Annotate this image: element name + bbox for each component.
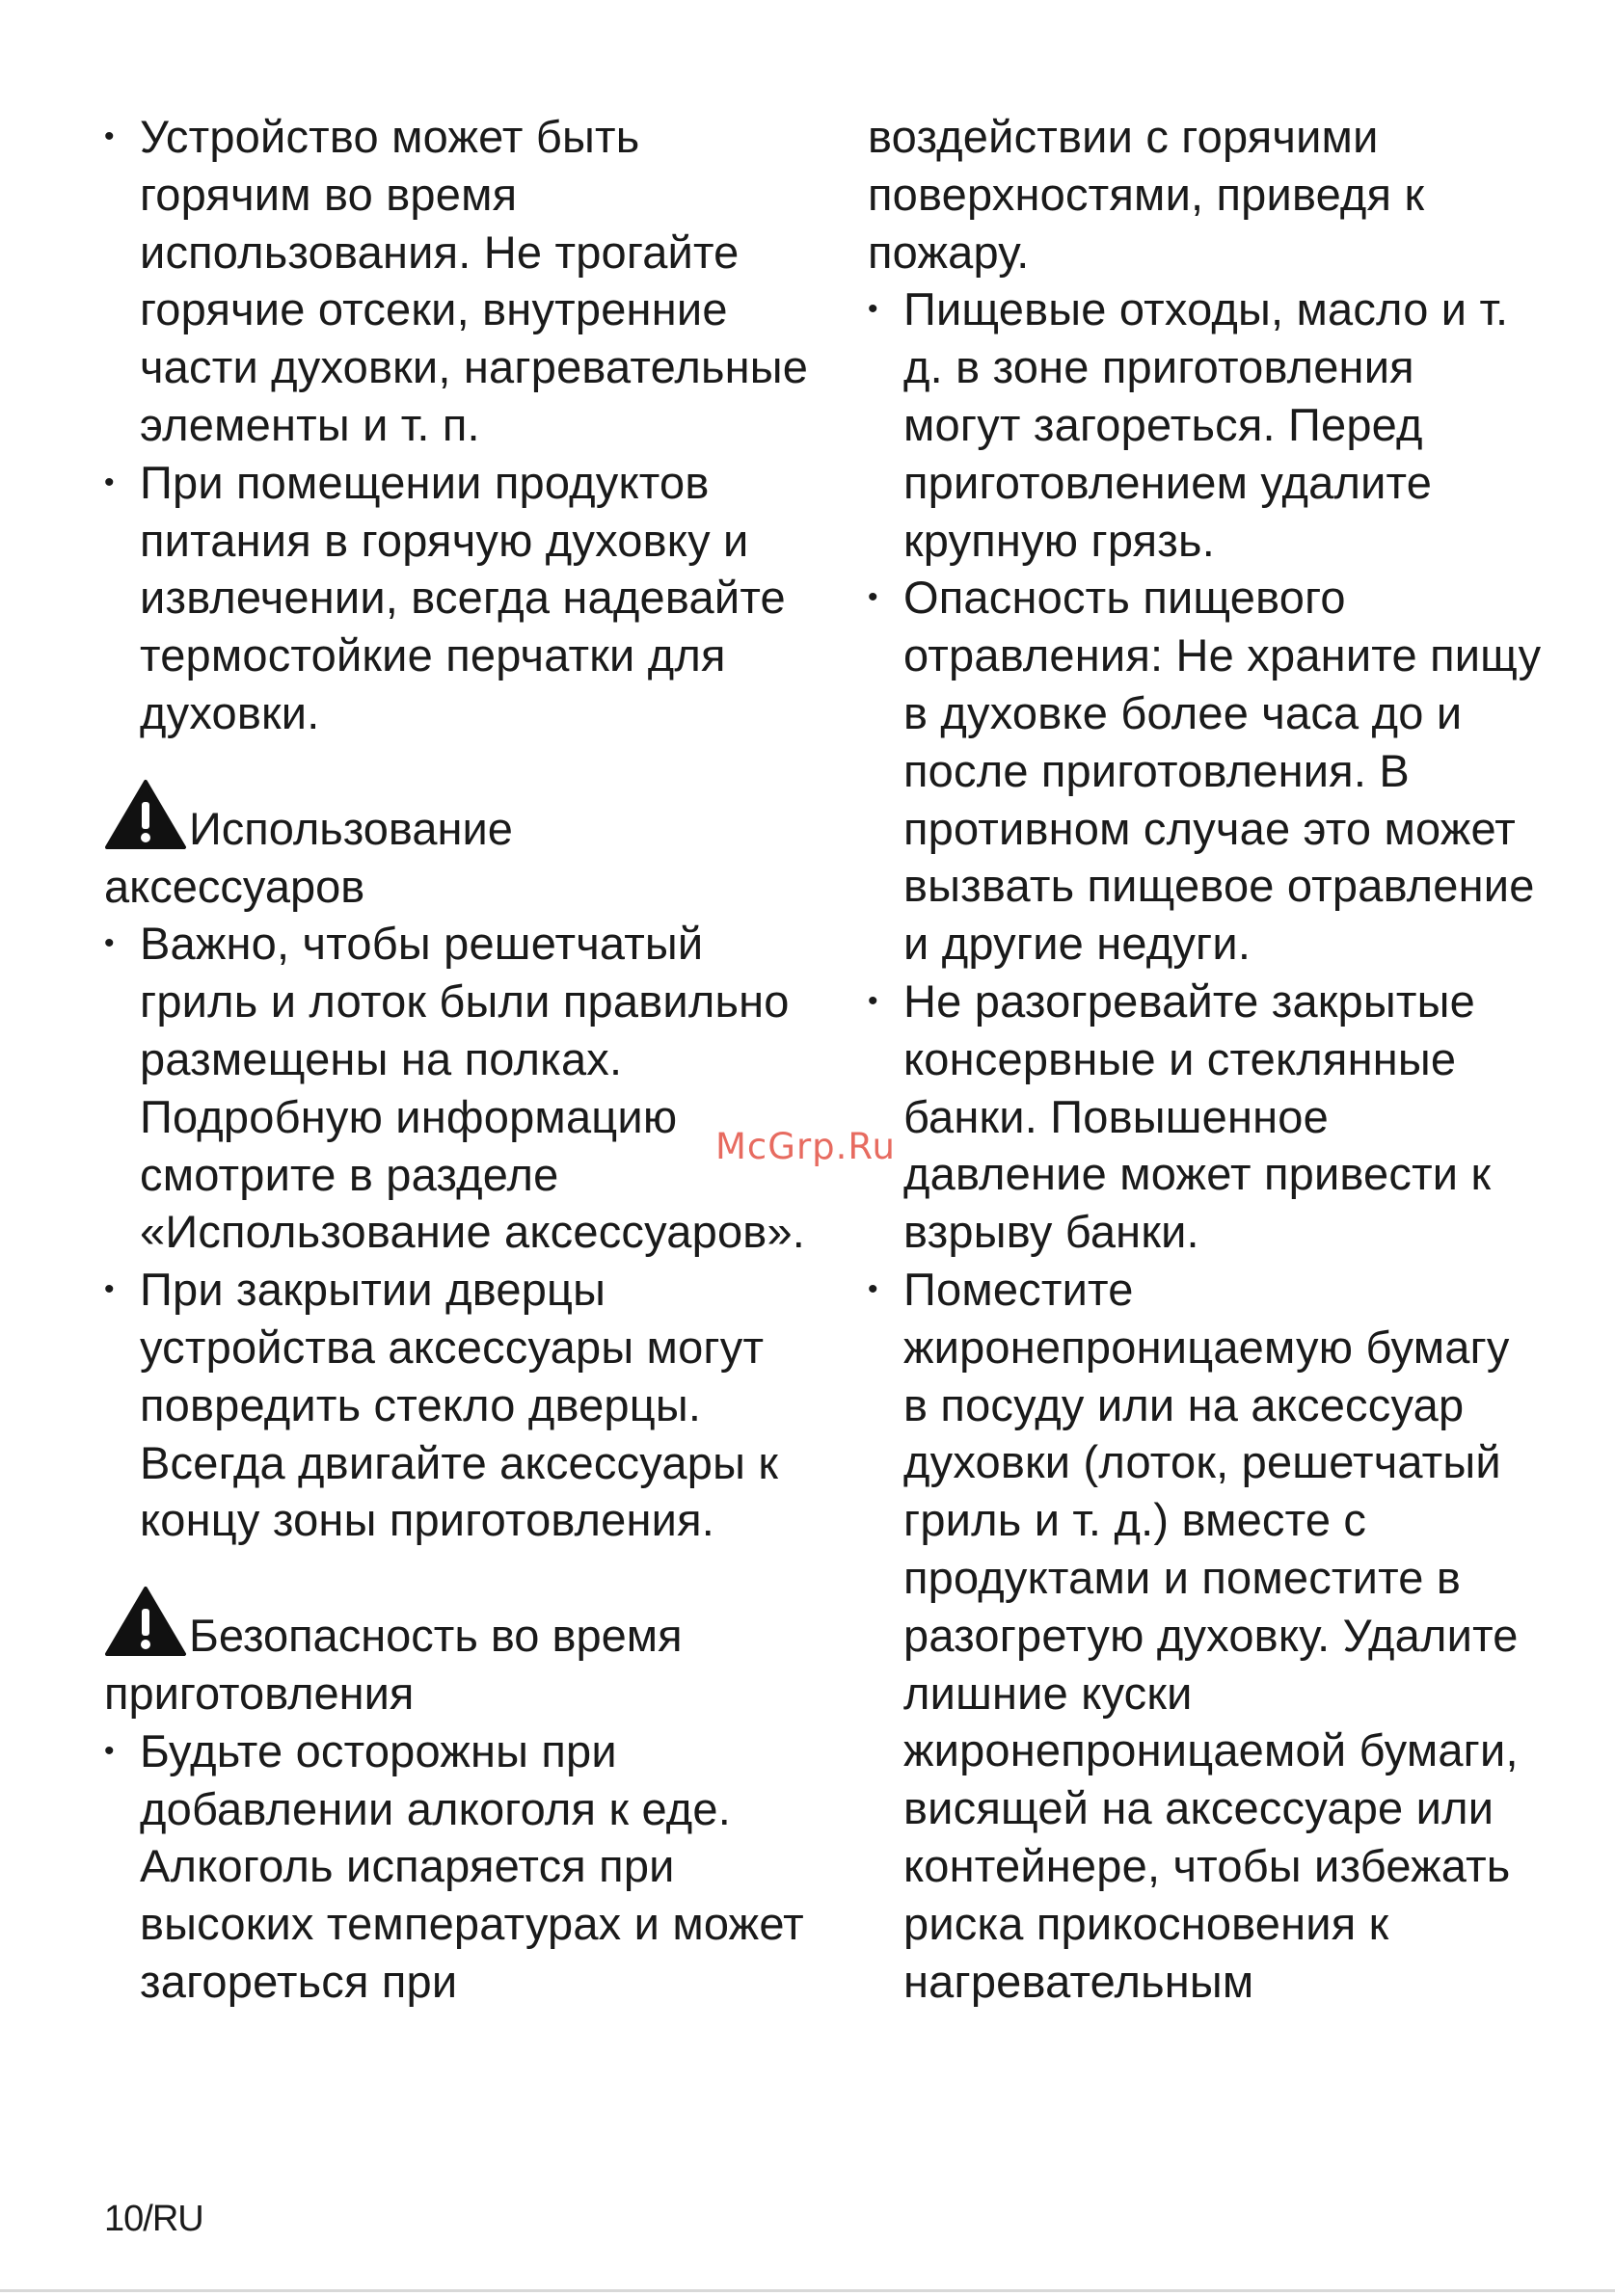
right-column — [868, 108, 1543, 2010]
list-item: • При закрытии дверцы устройства аксессуары могут повредить стекло дверцы. Всегда двигайте аксессуары к концу зоны приготовления. — [104, 1261, 822, 1549]
bullet-list-hot-surfaces — [104, 108, 822, 742]
list-item: • При помещении продуктов питания в горячую духовку и извлечении, всегда надевайте термостойкие перчатки для духовки. — [104, 454, 822, 742]
list-item: • Поместите жиронепроницаемую бумагу в посуду или на аксессуар духовки (лоток, решетчатый гриль и т. д.) вместе с продуктами и поместите в разогретую духовку. Удалите лишние куски жиронепроницаемой бумаги, висящей на аксессуаре или контейнере, чтобы избежать риска прикосновения к нагревательным — [868, 1261, 1543, 2010]
section-heading-line1: Использование — [189, 802, 513, 854]
bullet-list-right — [868, 280, 1543, 2010]
list-item: • Важно, чтобы решетчатый гриль и лоток были правильно размещены на полках. Подробную информацию смотрите в разделе «Использование аксессуаров». — [104, 915, 822, 1261]
warning-triangle-icon — [104, 779, 187, 850]
bottom-divider — [0, 2289, 1615, 2292]
list-item: • Устройство может быть горячим во время использования. Не трогайте горячие отсеки, внутренние части духовки, нагревательные элементы и т. п. — [104, 108, 822, 454]
continued-paragraph: воздействии с горячими поверхностями, приведя к пожару. — [868, 111, 1425, 278]
list-item: • Опасность пищевого отравления: Не храните пищу в духовке более часа до и после приготовления. В противном случае это может вызвать пищевое отравление и другие недуги. — [868, 569, 1543, 973]
list-item: • Будьте осторожны при добавлении алкоголя к еде. Алкоголь испаряется при высоких температурах и может загореться при — [104, 1722, 822, 2011]
left-column — [104, 108, 822, 2011]
bullet-list-cooking-safety — [104, 1722, 822, 2011]
list-item: • Не разогревайте закрытые консервные и стеклянные банки. Повышенное давление может привести к взрыву банки. — [868, 973, 1543, 1261]
section-heading-line2: приготовления — [104, 1667, 415, 1719]
bullet-list-accessories — [104, 915, 822, 1549]
section-heading-accessories — [104, 779, 822, 916]
section-heading-line2: аксессуаров — [104, 860, 365, 912]
warning-triangle-icon — [104, 1586, 187, 1657]
watermark: McGrp.Ru — [715, 1126, 896, 1167]
section-heading-line1: Безопасность во время — [189, 1610, 683, 1662]
page-number: 10/RU — [104, 2199, 203, 2239]
list-item: • Пищевые отходы, масло и т. д. в зоне приготовления могут загореться. Перед приготовлением удалите крупную грязь. — [868, 280, 1543, 569]
section-heading-cooking-safety — [104, 1586, 822, 1722]
